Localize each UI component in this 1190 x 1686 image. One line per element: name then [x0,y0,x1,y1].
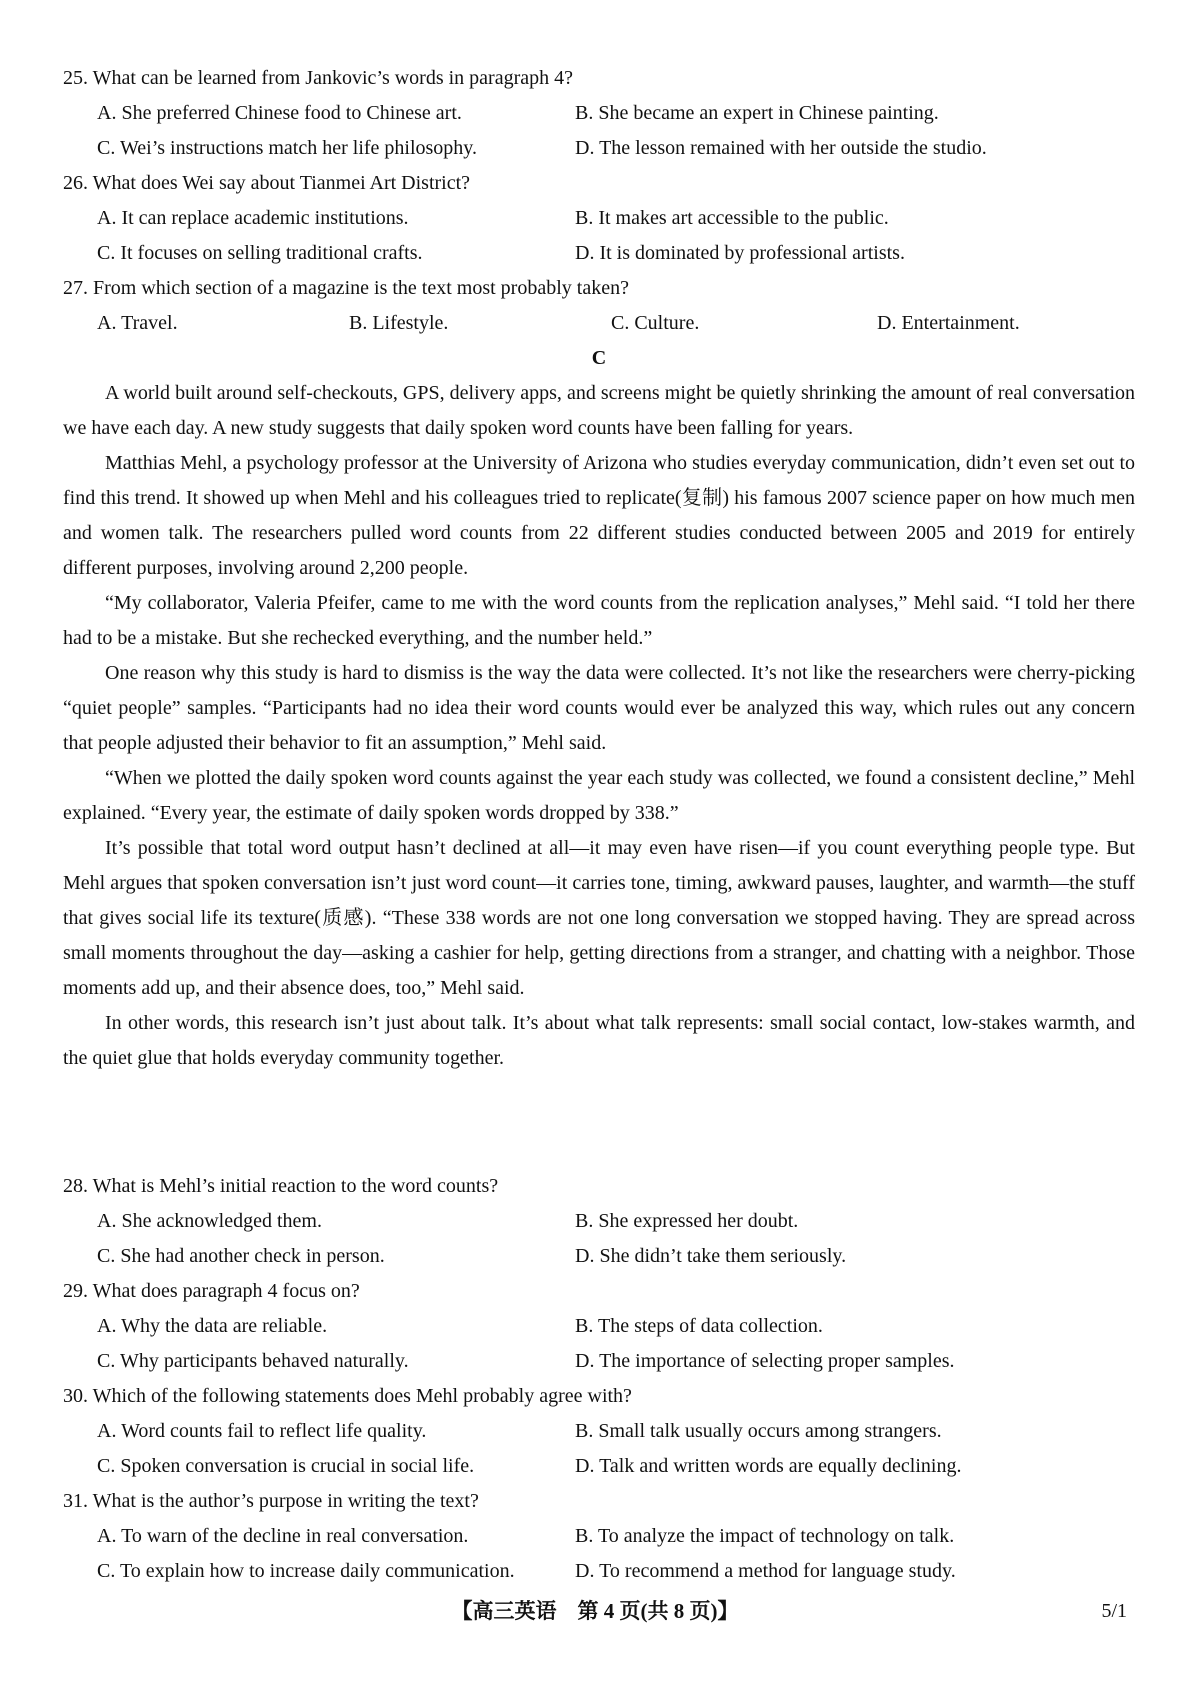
option-c: C. Culture. [611,312,700,334]
footer-code: 5/1 [1101,1600,1127,1622]
option-d: D. The importance of selecting proper samples. [575,1350,955,1372]
question-stem: 31. What is the author’s purpose in writing the text? [63,1490,479,1512]
option-c: C. Spoken conversation is crucial in social life. [97,1455,475,1477]
option-d: D. It is dominated by professional artists. [575,242,905,264]
passage-paragraph-6: It’s possible that total word output hasn’t declined at all—it may even have risen—if you count everything people type. But Mehl argues that spoken conversation isn’t just word count—it carries tone, timing, awkward pauses, laughter, and warmth—the stuff that gives social life its texture(质感). “These 338 words are not one long conversation we stopped having. They are spread across small moments throughout the day—asking a cashier for help, getting directions from a stranger, and chatting with a neighbor. Those moments add up, and their absence does, too,” Mehl said. [63,837,1135,999]
section-heading: C [591,347,607,369]
option-b: B. Small talk usually occurs among strangers. [575,1420,942,1442]
question-stem: 26. What does Wei say about Tianmei Art District? [63,172,471,194]
question-stem: 30. Which of the following statements does Mehl probably agree with? [63,1385,632,1407]
option-a: A. She preferred Chinese food to Chinese art. [97,102,462,124]
question-29 [63,1274,1135,1379]
option-b: B. The steps of data collection. [575,1315,823,1337]
options-row [63,131,1135,166]
passage-paragraph-3: “My collaborator, Valeria Pfeifer, came to me with the word counts from the replication analyses,” Mehl said. “I told her there had to be a mistake. But she rechecked everything, and the number held.” [63,592,1135,649]
options-row [63,96,1135,131]
option-b: B. She became an expert in Chinese painting. [575,102,939,124]
option-d: D. The lesson remained with her outside the studio. [575,137,987,159]
passage-paragraph-7: In other words, this research isn’t just about talk. It’s about what talk represents: small social contact, low-stakes warmth, and the quiet glue that holds everyday community together. [63,1012,1135,1069]
passage-paragraph-4: One reason why this study is hard to dismiss is the way the data were collected. It’s not like the researchers were cherry-picking “quiet people” samples. “Participants had no idea their word counts would ever be analyzed this way, which rules out any concern that people adjusted their behavior to fit an assumption,” Mehl said. [63,662,1135,754]
question-28 [63,1169,1135,1274]
option-b: B. To analyze the impact of technology on talk. [575,1525,955,1547]
options-row [63,1519,1135,1554]
option-a: A. Word counts fail to reflect life quality. [97,1420,427,1442]
option-d: D. Entertainment. [877,312,1020,334]
option-c: C. Wei’s instructions match her life philosophy. [97,137,478,159]
options-row [63,1554,1135,1589]
footer-page-info: 【高三英语 第 4 页(共 8 页)】 [451,1599,739,1623]
question-stem: 29. What does paragraph 4 focus on? [63,1280,360,1302]
question-stem: 27. From which section of a magazine is the text most probably taken? [63,277,629,299]
option-a: A. Why the data are reliable. [97,1315,328,1337]
question-30 [63,1379,1135,1484]
question-stem: 28. What is Mehl’s initial reaction to the word counts? [63,1175,499,1197]
question-27 [63,271,1135,341]
option-a: A. Travel. [97,312,178,334]
passage-paragraph-1: A world built around self-checkouts, GPS, delivery apps, and screens might be quietly shrinking the amount of real conversation we have each day. A new study suggests that daily spoken word counts have been falling for years. [63,382,1135,439]
option-c: C. To explain how to increase daily communication. [97,1560,515,1582]
option-a: A. She acknowledged them. [97,1210,322,1232]
options-row [63,1344,1135,1379]
option-c: C. She had another check in person. [97,1245,385,1267]
option-c: C. Why participants behaved naturally. [97,1350,409,1372]
option-b: B. Lifestyle. [349,312,449,334]
options-row [63,1414,1135,1449]
options-row [63,306,1135,341]
options-row [63,236,1135,271]
options-row [63,1449,1135,1484]
options-row [63,1239,1135,1274]
page-footer [0,1594,1190,1630]
option-d: D. She didn’t take them seriously. [575,1245,847,1267]
passage-c [63,376,1135,1076]
option-c: C. It focuses on selling traditional crafts. [97,242,423,264]
option-b: B. She expressed her doubt. [575,1210,799,1232]
options-row [63,1309,1135,1344]
option-b: B. It makes art accessible to the public. [575,207,889,229]
options-row [63,1204,1135,1239]
passage-paragraph-5: “When we plotted the daily spoken word counts against the year each study was collected, we found a consistent decline,” Mehl explained. “Every year, the estimate of daily spoken words dropped by 338.” [63,767,1135,824]
option-a: A. To warn of the decline in real conversation. [97,1525,469,1547]
question-31 [63,1484,1135,1589]
passage-paragraph-2: Matthias Mehl, a psychology professor at the University of Arizona who studies everyday communication, didn’t even set out to find this trend. It showed up when Mehl and his colleagues tried to replicate(复制) his famous 2007 science paper on how much men and women talk. The researchers pulled word counts from 22 different studies conducted between 2005 and 2019 for entirely different purposes, involving around 2,200 people. [63,452,1135,579]
option-d: D. To recommend a method for language study. [575,1560,956,1582]
question-stem: 25. What can be learned from Jankovic’s words in paragraph 4? [63,67,574,89]
option-d: D. Talk and written words are equally declining. [575,1455,962,1477]
option-a: A. It can replace academic institutions. [97,207,409,229]
question-25 [63,61,1135,166]
options-row [63,201,1135,236]
question-26 [63,166,1135,271]
